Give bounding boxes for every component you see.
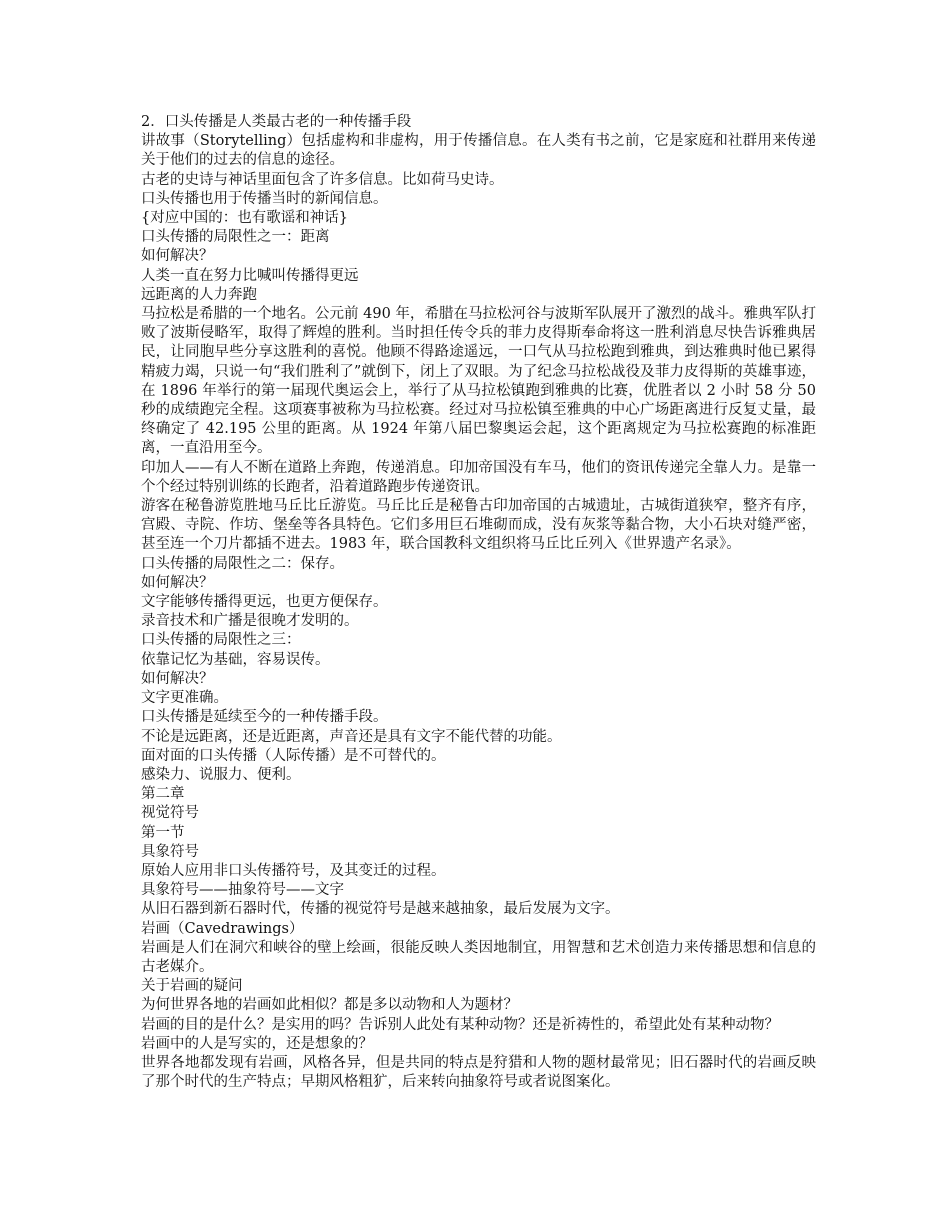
paragraph: 原始人应用非口头传播符号，及其变迁的过程。 — [141, 862, 446, 879]
question: 为何世界各地的岩画如此相似？都是多以动物和人为题材？ — [141, 997, 518, 1014]
subheading: 关于岩画的疑问 — [141, 978, 243, 995]
question: 岩画的目的是什么？是实用的吗？告诉别人此处有某种动物？还是祈祷性的，希望此处有某种动物？ — [141, 1016, 779, 1033]
subheading: 口头传播的局限性之二：保存。 — [141, 555, 344, 572]
question: 岩画中的人是写实的，还是想象的？ — [141, 1035, 373, 1052]
paragraph: 感染力、说服力、便利。 — [141, 766, 301, 783]
paragraph: 远距离的人力奔跑 — [141, 286, 257, 303]
paragraph: 文字更准确。 — [141, 690, 228, 707]
paragraph: 世界各地都发现有岩画，风格各异，但是共同的特点是狩猎和人物的题材最常见；旧石器时代的岩画反映了那个时代的生产特点；早期风格粗犷，后来转向抽象符号或者说图案化。 — [141, 1054, 816, 1091]
paragraph: 口头传播是延续至今的一种传播手段。 — [141, 709, 388, 726]
paragraph: 依靠记忆为基础，容易误传。 — [141, 651, 330, 668]
document-body — [141, 113, 816, 1092]
subheading: 岩画（Cavedrawings） — [141, 920, 304, 937]
question: 如何解决？ — [141, 574, 214, 591]
paragraph: 录音技术和广播是很晚才发明的。 — [141, 613, 359, 630]
section-heading: 2．口头传播是人类最古老的一种传播手段 — [141, 114, 412, 130]
paragraph: {对应中国的：也有歌谣和神话} — [141, 210, 348, 227]
paragraph: 从旧石器到新石器时代，传播的视觉符号是越来越抽象，最后发展为文字。 — [141, 901, 620, 918]
paragraph: 不论是远距离，还是近距离，声音还是具有文字不能代替的功能。 — [141, 728, 562, 745]
chapter-title: 视觉符号 — [141, 805, 199, 822]
paragraph: 印加人——有人不断在道路上奔跑，传递消息。印加帝国没有车马，他们的资讯传递完全靠人力。是靠一个个经过特别训练的长跑者，沿着道路跑步传递资讯。 — [141, 459, 816, 495]
question: 如何解决？ — [141, 248, 214, 265]
paragraph: 口头传播也用于传播当时的新闻信息。 — [141, 190, 388, 207]
paragraph: 马拉松是希腊的一个地名。公元前 490 年，希腊在马拉松河谷与波斯军队展开了激烈的战斗。雅典军队打败了波斯侵略军，取得了辉煌的胜利。当时担任传令兵的菲力皮得斯奉命将这一胜利消息尽快告诉雅典居民，让同胞早些分享这胜利的喜悦。他顾不得路途遥远，一口气从马拉松跑到雅典，到达雅典时他已累得精疲力竭，只说一句“我们胜利了”就倒下，闭上了双眼。为了纪念马拉松战役及菲力皮得斯的英雄事迹，在 1896 年举行的第一届现代奥运会上，举行了从马拉松镇跑到雅典的比赛，优胜者以 2 小时 58 分 50 秒的成绩跑完全程。这项赛事被称为马拉松赛。经过对马拉松镇至雅典的中心广场距离进行反复丈量，最终确定了 42.195 公里的距离。从 1924 年第八届巴黎奥运会起，这个距离规定为马拉松赛跑的标准距离，一直沿用至今。 — [141, 306, 816, 457]
paragraph: 讲故事（Storytelling）包括虚构和非虚构，用于传播信息。在人类有书之前，它是家庭和社群用来传递关于他们的过去的信息的途径。 — [141, 133, 816, 169]
paragraph: 面对面的口头传播（人际传播）是不可替代的。 — [141, 747, 446, 764]
subheading: 口头传播的局限性之一：距离 — [141, 229, 330, 246]
subheading: 口头传播的局限性之三： — [141, 632, 301, 649]
section-title: 具象符号 — [141, 843, 199, 860]
chapter-heading: 第二章 — [141, 786, 185, 803]
section-number: 第一节 — [141, 824, 185, 841]
paragraph: 人类一直在努力比喊叫传播得更远 — [141, 267, 359, 284]
paragraph: 游客在秘鲁游览胜地马丘比丘游览。马丘比丘是秘鲁古印加帝国的古城遗址，古城街道狭窄，整齐有序，宫殿、寺院、作坊、堡垒等各具特色。它们多用巨石堆砌而成，没有灰浆等黏合物，大小石块对缝严密，甚至连一个刀片都插不进去。1983 年，联合国教科文组织将马丘比丘列入《世界遗产名录》。 — [141, 498, 816, 553]
question: 如何解决？ — [141, 670, 214, 687]
paragraph: 具象符号——抽象符号——文字 — [141, 882, 344, 899]
paragraph: 古老的史诗与神话里面包含了许多信息。比如荷马史诗。 — [141, 171, 504, 188]
paragraph: 文字能够传播得更远，也更方便保存。 — [141, 594, 388, 611]
paragraph: 岩画是人们在洞穴和峡谷的壁上绘画，很能反映人类因地制宜，用智慧和艺术创造力来传播思想和信息的古老媒介。 — [141, 939, 816, 975]
